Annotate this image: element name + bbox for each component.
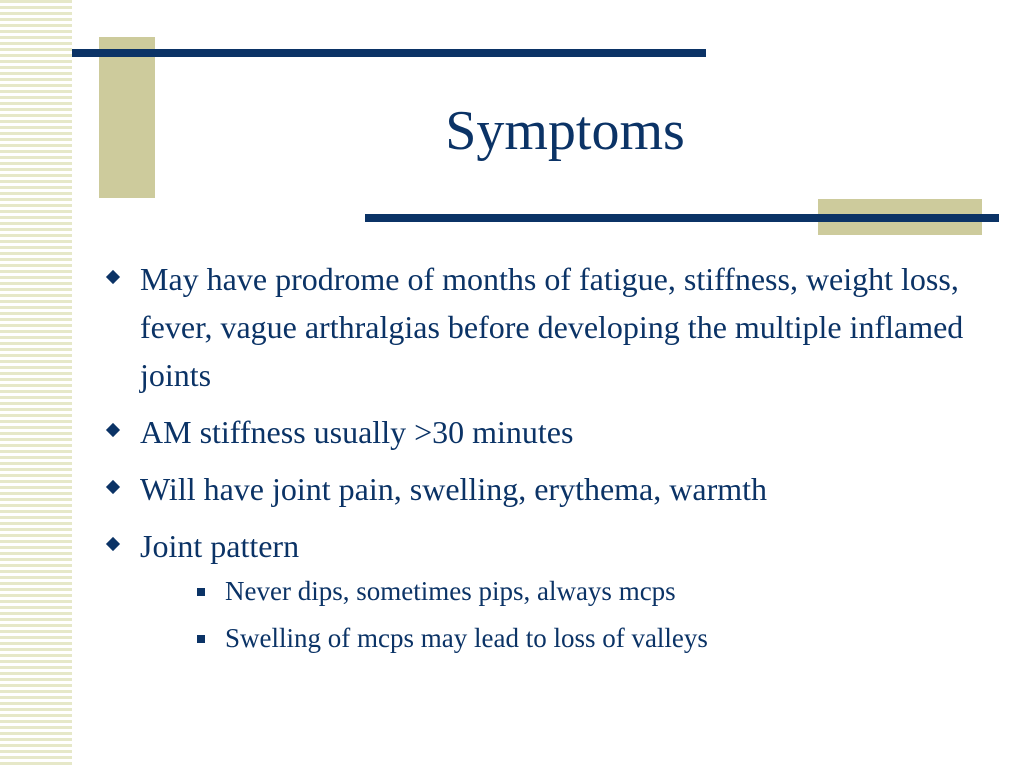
decorative-stripes <box>0 0 72 768</box>
bullet-text: May have prodrome of months of fatigue, stiffness, weight loss, fever, vague arthralgias before developing the multiple inflamed joints <box>140 261 964 393</box>
decorative-tan-block-left <box>99 37 155 198</box>
diamond-bullet-icon <box>106 480 120 494</box>
sub-bullet-item <box>140 615 1000 662</box>
sub-bullet-text: Never dips, sometimes pips, always mcps <box>225 576 676 606</box>
bullet-list <box>100 255 1000 671</box>
sub-bullet-item <box>140 568 1000 615</box>
bullet-item <box>100 522 1000 662</box>
diamond-bullet-icon <box>106 537 120 551</box>
slide-title: Symptoms <box>445 100 685 162</box>
sub-bullet-text: Swelling of mcps may lead to loss of valleys <box>225 623 708 653</box>
bullet-item <box>100 465 1000 513</box>
square-bullet-icon <box>197 635 205 643</box>
decorative-bar-top <box>72 49 706 57</box>
diamond-bullet-icon <box>106 423 120 437</box>
bullet-item <box>100 255 1000 399</box>
bullet-text: Will have joint pain, swelling, erythema, warmth <box>140 471 767 507</box>
bullet-text: AM stiffness usually >30 minutes <box>140 414 574 450</box>
square-bullet-icon <box>197 588 205 596</box>
decorative-bar-bottom <box>365 214 999 222</box>
sub-bullet-list <box>140 568 1000 662</box>
diamond-bullet-icon <box>106 270 120 284</box>
bullet-item <box>100 408 1000 456</box>
bullet-text: Joint pattern <box>140 528 300 564</box>
